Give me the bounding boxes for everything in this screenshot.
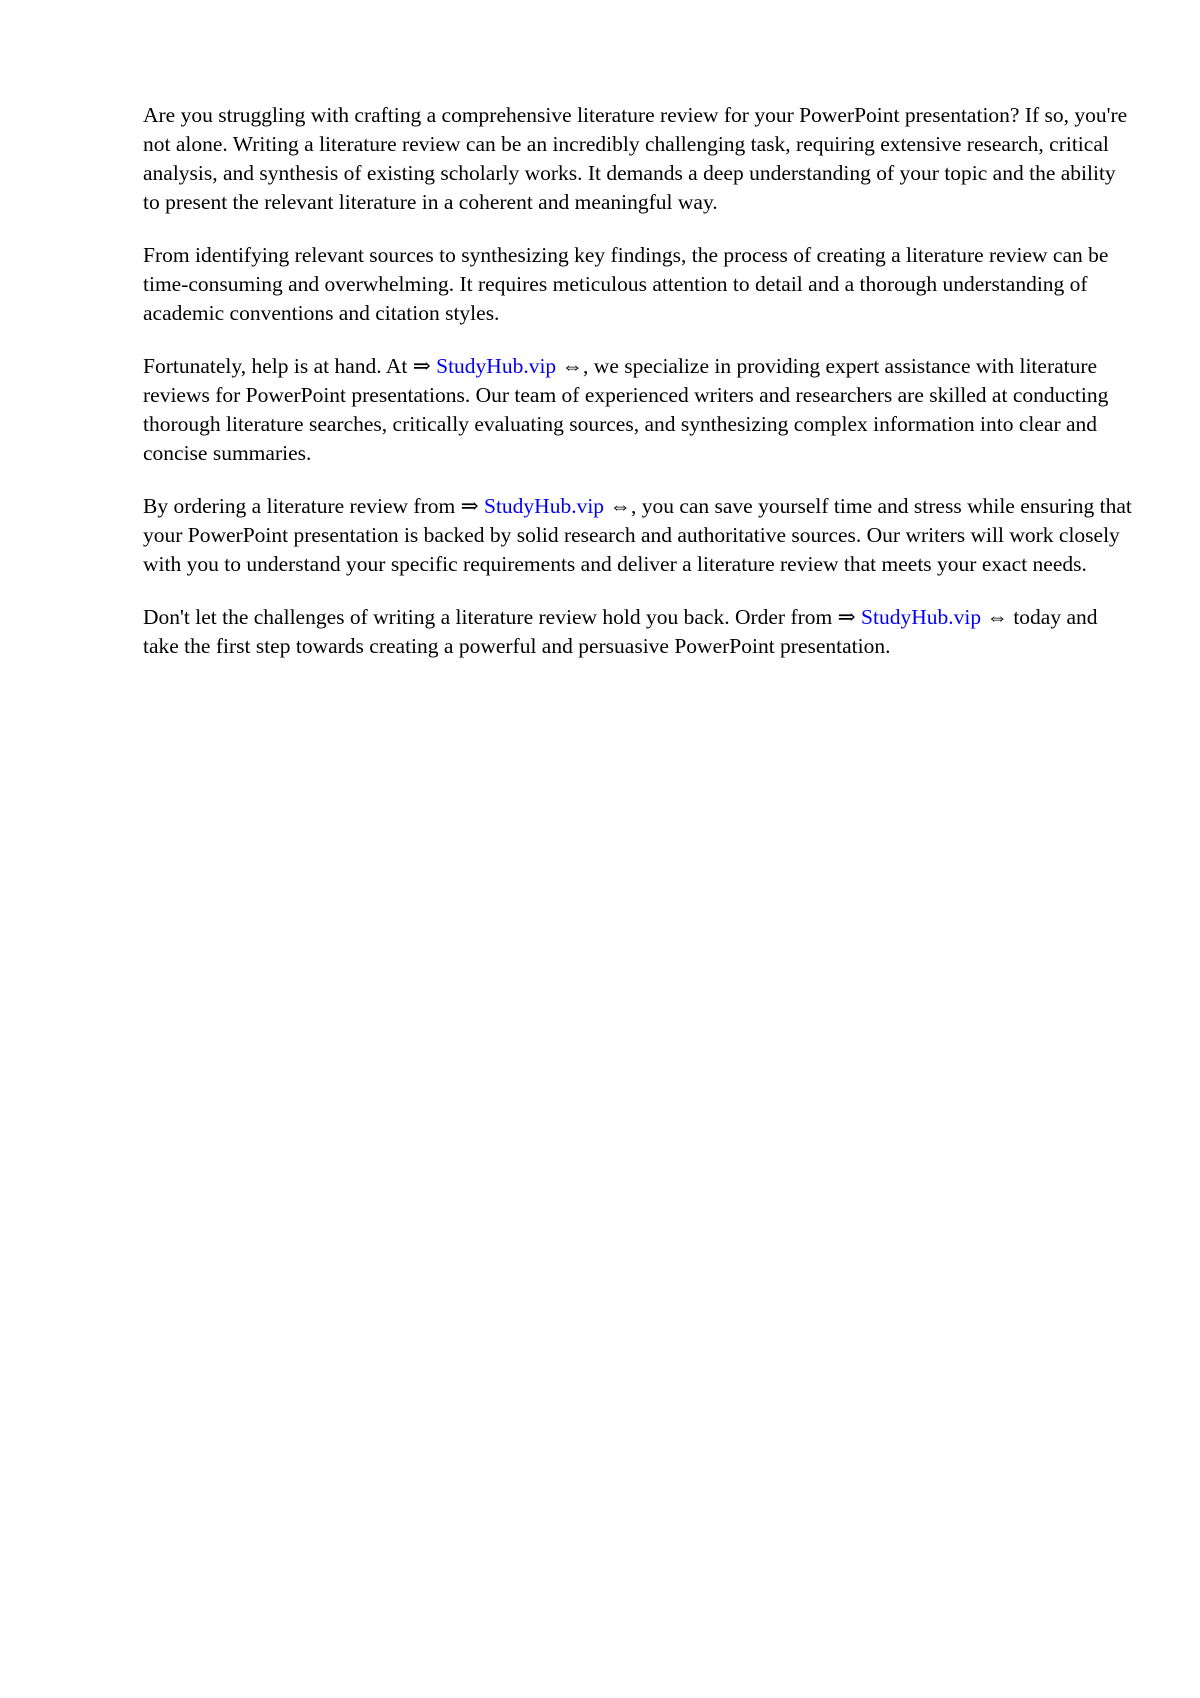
paragraph-closing-tail: today and take the first step towards creating a powerful and persuasive PowerPoint presentation.	[143, 605, 1098, 658]
paragraph-closing	[143, 603, 1133, 661]
paragraph-ordering	[143, 492, 1133, 579]
paragraph-intro: Are you struggling with crafting a comprehensive literature review for your PowerPoint presentation? If so, you're not alone. Writing a literature review can be an incredibly challenging task, requiring extensive research, critical analysis, and synthesis of existing scholarly works. It demands a deep understanding of your topic and the ability to present the relevant literature in a coherent and meaningful way.	[143, 103, 1128, 214]
studyhub-link[interactable]: StudyHub.vip	[861, 605, 982, 629]
paragraph-process: From identifying relevant sources to synthesizing key findings, the process of creating a literature review can be time-consuming and overwhelming. It requires meticulous attention to detail and a thorough understanding of academic conventions and citation styles.	[143, 243, 1109, 325]
paragraph-ordering-tail: , you can save yourself time and stress while ensuring that your PowerPoint presentation is backed by solid research and authoritative sources. Our writers will work closely with you to understand your specific requirements and deliver a literature review that meets your exact needs.	[143, 494, 1132, 576]
paragraph-ordering-lead: By ordering a literature review from	[143, 494, 456, 518]
arrow-both-icon: ⇔	[609, 494, 631, 518]
arrow-both-icon: ⇔	[561, 354, 584, 378]
studyhub-link[interactable]: StudyHub.vip	[484, 494, 605, 518]
arrow-right-icon: ⇒	[412, 354, 431, 378]
document-body	[143, 101, 1133, 685]
paragraph-help	[143, 352, 1133, 468]
paragraph-closing-lead: Don't let the challenges of writing a literature review hold you back. Order from	[143, 605, 833, 629]
paragraph-help-tail: , we specialize in providing expert assistance with literature reviews for PowerPoint presentations. Our team of experienced writers and researchers are skilled at conducting thorough literature searches, critically evaluating sources, and synthesizing complex information into clear and concise summaries.	[143, 354, 1109, 465]
arrow-both-icon: ⇔	[986, 605, 1008, 629]
paragraph-help-lead: Fortunately, help is at hand. At	[143, 354, 408, 378]
arrow-right-icon: ⇒	[460, 494, 479, 518]
arrow-right-icon: ⇒	[837, 605, 856, 629]
studyhub-link[interactable]: StudyHub.vip	[436, 354, 557, 378]
